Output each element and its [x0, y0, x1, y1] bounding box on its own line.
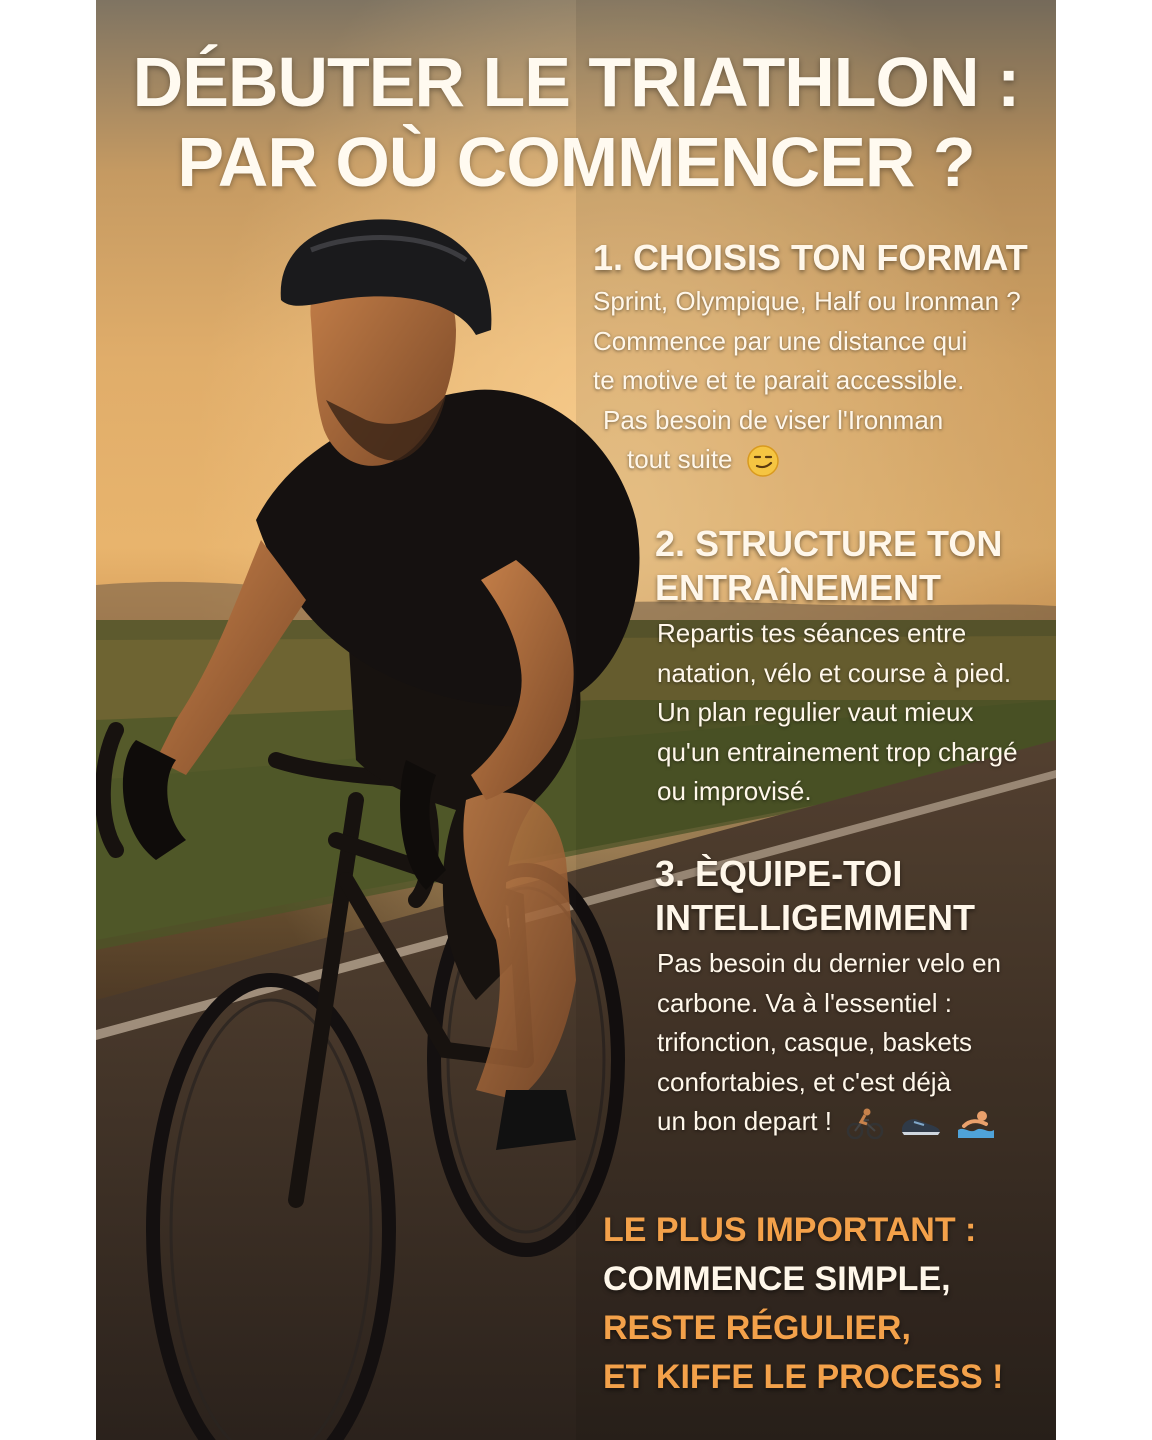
swimmer-emoji-icon — [956, 1106, 996, 1140]
section-2-heading: 2. STRUCTURE TON ENTRAÎNEMENT — [655, 523, 1003, 608]
conclusion-line-4: ET KIFFE LE PROCESS ! — [603, 1358, 1004, 1396]
running-shoe-emoji-icon — [898, 1106, 944, 1140]
conclusion-line-2: COMMENCE SIMPLE, — [603, 1260, 951, 1298]
conclusion — [603, 1206, 1003, 1402]
section-1-heading: 1. CHOISIS TON FORMAT — [593, 237, 1028, 278]
cyclist-emoji-icon — [845, 1106, 885, 1140]
smirk-emoji-icon — [746, 444, 780, 478]
section-2-body: Repartis tes séances entre natation, vélo et course à pied. Un plan regulier vaut mieux qu'un entrainement trop chargé ou improvisé. — [657, 618, 1018, 806]
section-3-heading: 3. ÈQUIPE-TOI INTELLIGEMMENT — [655, 853, 975, 938]
conclusion-line-3: RESTE RÉGULIER, — [603, 1309, 911, 1347]
title-line-2: PAR OÙ COMMENCER ? — [177, 123, 975, 201]
poster — [96, 0, 1056, 1440]
title-line-1: DÉBUTER LE TRIATHLON : — [132, 43, 1020, 121]
page-title — [96, 42, 1056, 202]
section-3-body: Pas besoin du dernier velo en carbone. Va à l'essentiel : trifonction, casque, baskets confortabies, et c'est déjà un bon depart ! — [657, 944, 1001, 1142]
conclusion-line-1: LE PLUS IMPORTANT : — [603, 1211, 977, 1249]
section-1-body: Sprint, Olympique, Half ou Ironman ? Commence par une distance qui te motive et te parait accessible. Pas besoin de viser l'Ironman tout suite — [593, 282, 1021, 480]
